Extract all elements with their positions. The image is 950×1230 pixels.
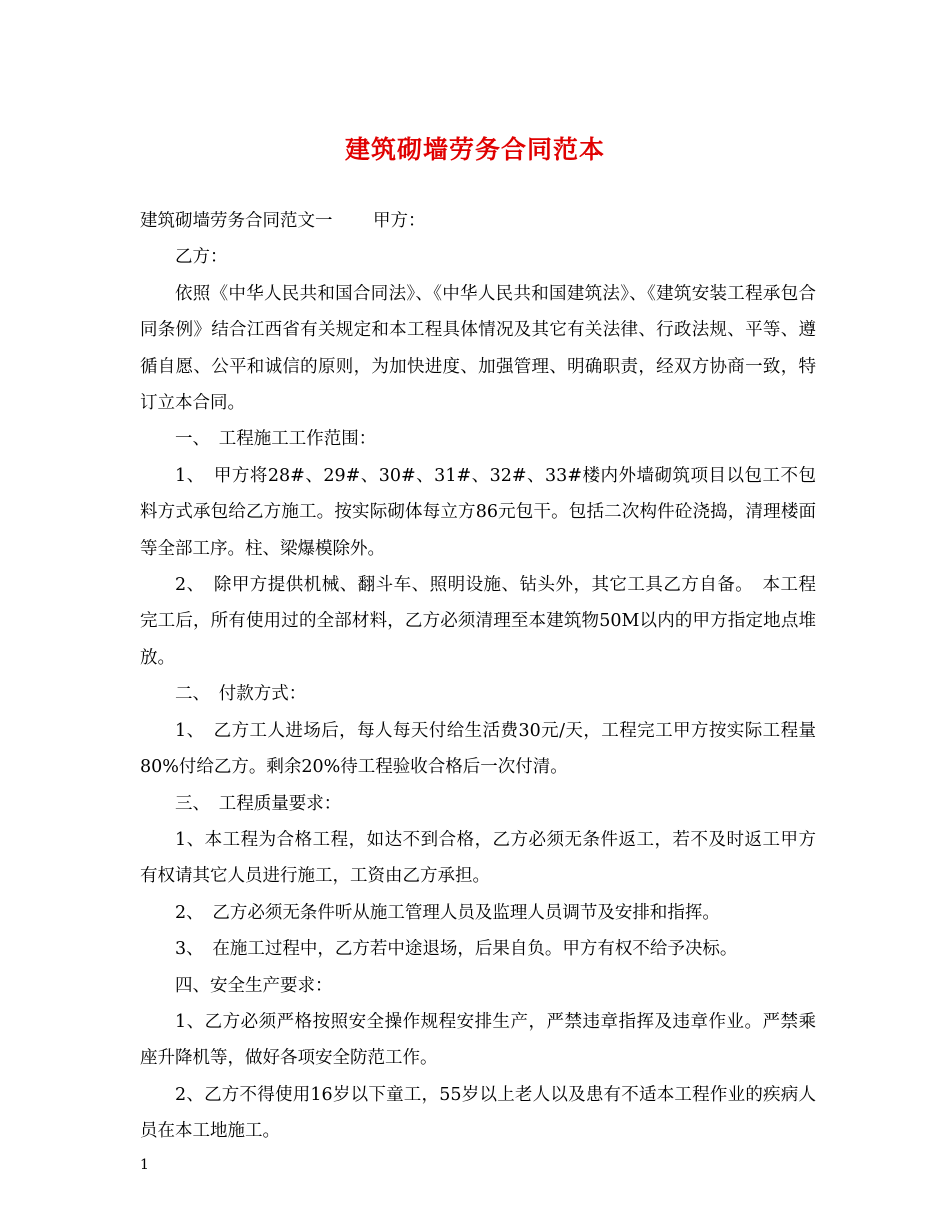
document-title: 建筑砌墙劳务合同范本 — [344, 135, 605, 164]
section-heading-payment: 二、 付款方式： — [175, 684, 307, 705]
paragraph-quality-1: 1、本工程为合格工程，如达不到合格，乙方必须无条件返工，若不及时返工甲方有权请其它人员进行施工，工资由乙方承担。 — [140, 829, 816, 887]
paragraph-party-b: 乙方： — [175, 247, 228, 268]
paragraph-quality-2: 2、 乙方必须无条件听从施工管理人员及监理人员调节及安排和指挥。 — [175, 902, 720, 923]
paragraph-safety-2: 2、乙方不得使用16岁以下童工，55岁以上老人以及患有不适本工程作业的疾病人员在本工地施工。 — [140, 1084, 816, 1142]
paragraph-scope-2: 2、 除甲方提供机械、翻斗车、照明设施、钻头外，其它工具乙方自备。 本工程完工后，所有使用过的全部材料，乙方必须清理至本建筑物50M以内的甲方指定地点堆放。 — [140, 575, 816, 668]
section-heading-safety: 四、安全生产要求： — [175, 975, 333, 996]
section-heading-scope: 一、 工程施工工作范围： — [175, 429, 377, 450]
paragraph-quality-3: 3、 在施工过程中，乙方若中途退场，后果自负。甲方有权不给予决标。 — [175, 939, 738, 960]
page-number: 1 — [140, 1157, 149, 1173]
intro-line: 建筑砌墙劳务合同范文一 甲方： — [140, 211, 426, 231]
paragraph-scope-1: 1、 甲方将28#、29#、30#、31#、32#、33#楼内外墙砌筑项目以包工不包料方式承包给乙方施工。按实际砌体每立方86元包干。包括二次构件砼浇捣，清理楼面等全部工序。柱、梁爆模除外。 — [140, 465, 816, 559]
document-body — [140, 203, 816, 1150]
paragraph-safety-1: 1、乙方必须严格按照安全操作规程安排生产，严禁违章指挥及违章作业。严禁乘座升降机等，做好各项安全防范工作。 — [140, 1011, 816, 1069]
paragraph-legal-basis: 依照《中华人民共和国合同法》、《中华人民共和国建筑法》、《建筑安装工程承包合同条例》结合江西省有关规定和本工程具体情况及其它有关法律、行政法规、平等、遵循自愿、公平和诚信的原则，为加快进度、加强管理、明确职责，经双方协商一致，特订立本合同。 — [140, 283, 816, 414]
section-heading-quality: 三、 工程质量要求： — [175, 793, 342, 814]
paragraph-payment-1: 1、 乙方工人进场后，每人每天付给生活费30元/天，工程完工甲方按实际工程量80%付给乙方。剩余20%待工程验收合格后一次付清。 — [140, 720, 816, 778]
